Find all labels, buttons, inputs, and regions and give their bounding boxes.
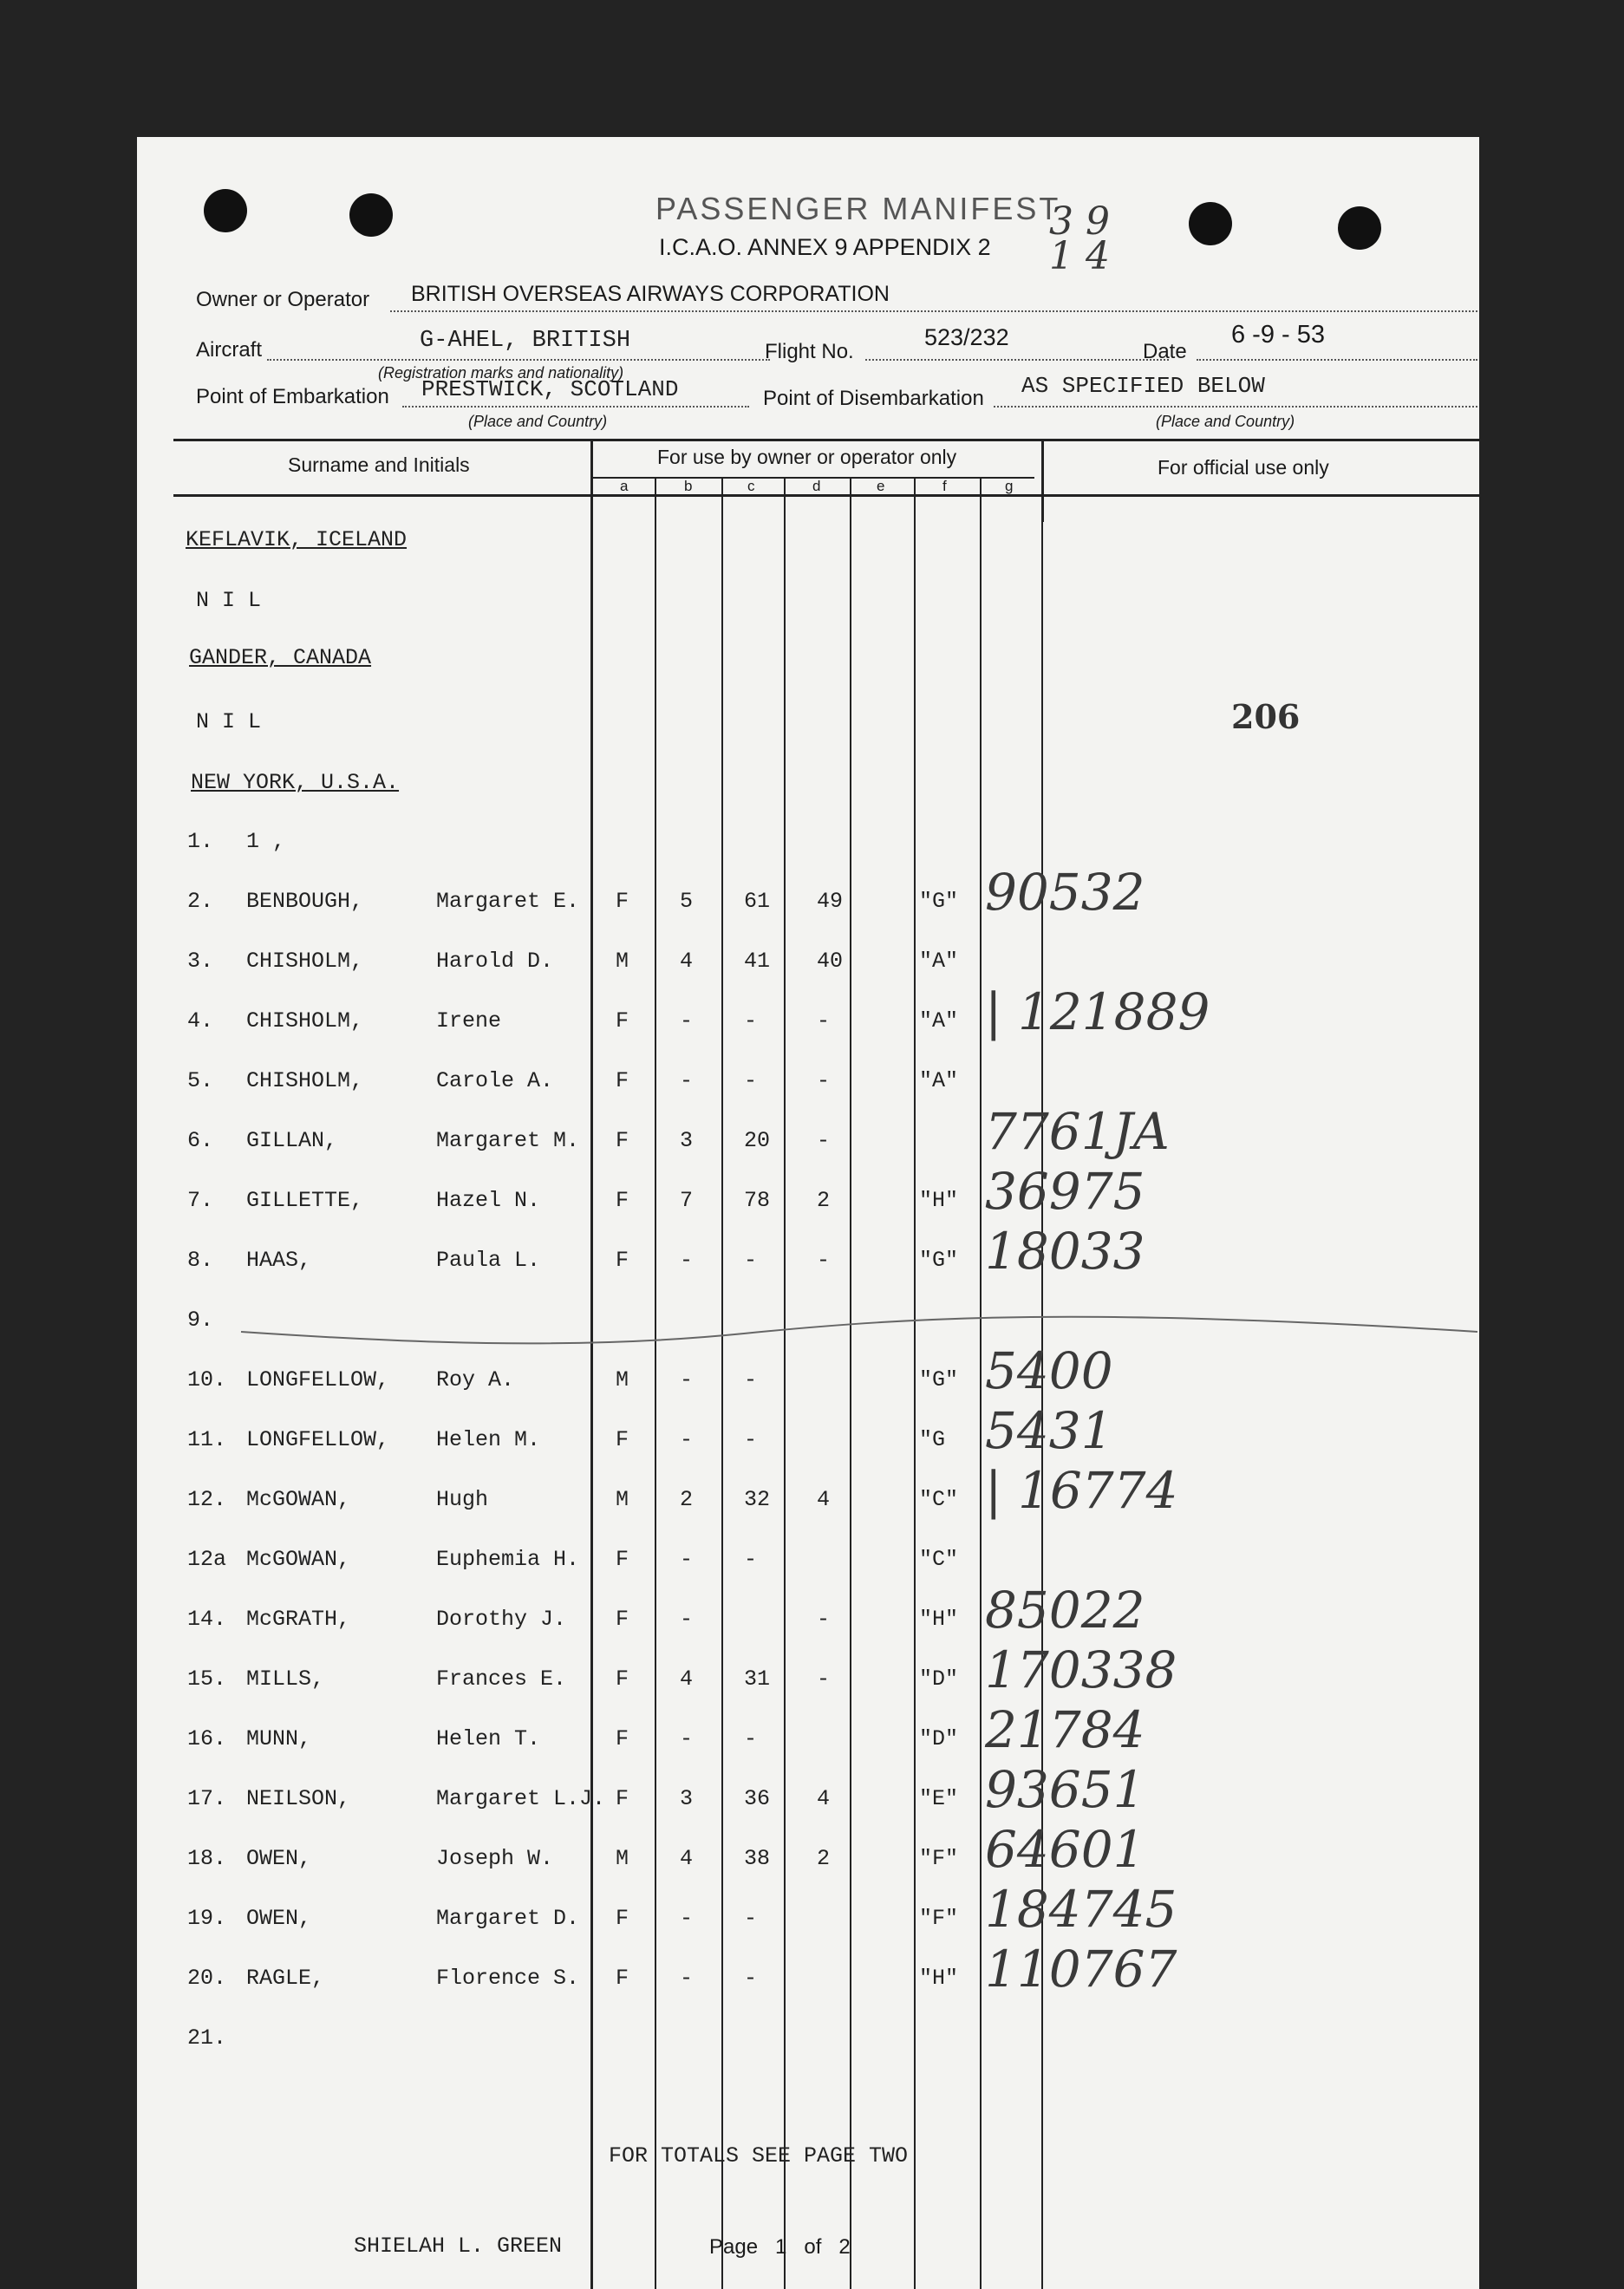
subcol-e: e [877,478,885,494]
subcol-g: g [1005,478,1014,494]
row-15-given: Frances E. [436,1666,567,1692]
corner-handwritten-mark: 3 9 1 4 [1049,199,1110,278]
row-12-hand: | 16774 [985,1461,1178,1520]
row-20-num: 20. [187,1966,227,1991]
row-20-given: Florence S. [436,1966,580,1991]
row-14-a: F [616,1607,629,1632]
row-4-b: - [680,1008,694,1034]
subcol-a: a [620,478,629,494]
page-stamp-number: 206 [1231,697,1301,736]
section-gander-nil: N I L [196,709,262,734]
aircraft-label: Aircraft [196,338,263,362]
row-17-c: 36 [744,1786,771,1811]
row-18-hand: 64601 [985,1820,1145,1879]
row-17-surname: NEILSON, [246,1786,351,1811]
row-3-d: 40 [817,949,844,974]
row-5-given: Carole A. [436,1068,554,1093]
row-19-f: "F" [919,1906,959,1931]
row-15-surname: MILLS, [246,1666,325,1692]
section-keflavik-nil: N I L [196,588,262,613]
row-16-f: "D" [919,1726,959,1751]
row-11-c: - [744,1427,758,1452]
row-20-c: - [744,1966,758,1991]
row-20-f: "H" [919,1966,959,1991]
row-12-d: 4 [817,1487,831,1512]
totals-note: FOR TOTALS SEE PAGE TWO [609,2143,909,2168]
row-7-hand: 36975 [985,1162,1145,1221]
row-13-a: F [616,1547,629,1572]
row-6-b: 3 [680,1128,694,1153]
row-15-hand: 170338 [985,1640,1177,1699]
row-15-d: - [817,1666,831,1692]
row-16-surname: MUNN, [246,1726,312,1751]
prepared-by-name: SHIELAH L. GREEN [354,2234,563,2259]
row-3-a: M [616,949,629,974]
row-20-surname: RAGLE, [246,1966,325,1991]
row-11-surname: LONGFELLOW, [246,1427,390,1452]
row-7-given: Hazel N. [436,1188,541,1213]
row-16-b: - [680,1726,694,1751]
row-18-d: 2 [817,1846,831,1871]
flight-label: Flight No. [765,340,854,363]
row-10-surname: LONGFELLOW, [246,1367,390,1392]
manifest-title: PASSENGER MANIFEST [655,191,1061,226]
row-8-d: - [817,1248,831,1273]
manifest-sheet [137,137,1479,2289]
col-header-owner: For use by owner or operator only [657,446,957,468]
row-20-a: F [616,1966,629,1991]
row-15-b: 4 [680,1666,694,1692]
row-2-f: "G" [919,889,959,914]
row-10-c: - [744,1367,758,1392]
row-14-surname: McGRATH, [246,1607,351,1632]
section-gander: GANDER, CANADA [189,645,372,670]
row-13-b: - [680,1547,694,1572]
row-5-b: - [680,1068,694,1093]
row-3-b: 4 [680,949,694,974]
row-20-hand: 110767 [985,1940,1177,1999]
row-8-num: 8. [187,1248,214,1273]
row-10-a: M [616,1367,629,1392]
row-9-num: 9. [187,1308,214,1333]
row-8-c: - [744,1248,758,1273]
row-12-surname: McGOWAN, [246,1487,351,1512]
row-8-surname: HAAS, [246,1248,312,1273]
date-value: 6 -9 - 53 [1231,321,1325,349]
row-13-num: 12a [187,1547,227,1572]
row-18-c: 38 [744,1846,771,1871]
row-19-num: 19. [187,1906,227,1931]
row-17-d: 4 [817,1786,831,1811]
row-15-c: 31 [744,1666,771,1692]
row-12-a: M [616,1487,629,1512]
row-5-d: - [817,1068,831,1093]
row-3-c: 41 [744,949,771,974]
row-2-given: Margaret E. [436,889,580,914]
row-17-f: "E" [919,1786,959,1811]
row-3-given: Harold D. [436,949,554,974]
row-2-c: 61 [744,889,771,914]
row-17-b: 3 [680,1786,694,1811]
row-4-f: "A" [919,1008,959,1034]
disembarkation-note: (Place and Country) [1156,413,1295,430]
row-3-num: 3. [187,949,214,974]
aircraft-value: G-AHEL, BRITISH [420,328,631,354]
subcol-f: f [942,478,947,494]
row-15-f: "D" [919,1666,959,1692]
row-2-d: 49 [817,889,844,914]
row-18-num: 18. [187,1846,227,1871]
row-12-given: Hugh [436,1487,489,1512]
row-7-f: "H" [919,1188,959,1213]
disembarkation-value: AS SPECIFIED BELOW [1021,373,1265,399]
row-4-hand: | 121889 [985,982,1210,1041]
col-header-official: For official use only [1158,456,1329,479]
row-4-a: F [616,1008,629,1034]
row-20-b: - [680,1966,694,1991]
row-5-f: "A" [919,1068,959,1093]
row-11-a: F [616,1427,629,1452]
row-18-given: Joseph W. [436,1846,554,1871]
row-4-c: - [744,1008,758,1034]
row-19-b: - [680,1906,694,1931]
row-19-given: Margaret D. [436,1906,580,1931]
row-7-a: F [616,1188,629,1213]
section-keflavik: KEFLAVIK, ICELAND [186,527,408,552]
row-17-a: F [616,1786,629,1811]
row-8-f: "G" [919,1248,959,1273]
row-2-surname: BENBOUGH, [246,889,364,914]
row-13-c: - [744,1547,758,1572]
row-16-given: Helen T. [436,1726,541,1751]
row-10-b: - [680,1367,694,1392]
embarkation-value: PRESTWICK, SCOTLAND [421,376,679,402]
row-6-given: Margaret M. [436,1128,580,1153]
row-14-f: "H" [919,1607,959,1632]
row-12-f: "C" [919,1487,959,1512]
manifest-subtitle: I.C.A.O. ANNEX 9 APPENDIX 2 [659,234,991,260]
section-newyork: NEW YORK, U.S.A. [191,770,400,795]
row-14-d: - [817,1607,831,1632]
row-10-num: 10. [187,1367,227,1392]
row-11-num: 11. [187,1427,227,1452]
row-13-given: Euphemia H. [436,1547,580,1572]
col-header-name: Surname and Initials [288,453,470,476]
row-17-hand: 93651 [985,1760,1145,1819]
row-4-given: Irene [436,1008,502,1034]
row-2-hand: 90532 [985,863,1145,922]
row-16-a: F [616,1726,629,1751]
page-count: Page 1 of 2 [709,2235,851,2259]
row-19-surname: OWEN, [246,1906,312,1931]
row-7-b: 7 [680,1188,694,1213]
row-11-hand: 5431 [985,1401,1113,1460]
row-5-c: - [744,1068,758,1093]
owner-value: BRITISH OVERSEAS AIRWAYS CORPORATION [411,282,890,306]
row-2-num: 2. [187,889,214,914]
subcol-c: c [747,478,755,494]
row-3-f: "A" [919,949,959,974]
row-14-b: - [680,1607,694,1632]
row-2-b: 5 [680,889,694,914]
row-6-a: F [616,1128,629,1153]
subcol-b: b [684,478,693,494]
row-18-surname: OWEN, [246,1846,312,1871]
row-13-surname: McGOWAN, [246,1547,351,1572]
row-4-surname: CHISHOLM, [246,1008,364,1034]
embarkation-label: Point of Embarkation [196,385,389,408]
owner-label: Owner or Operator [196,288,370,311]
registration-note: (Registration marks and nationality) [378,364,624,382]
row-7-num: 7. [187,1188,214,1213]
row-5-num: 5. [187,1068,214,1093]
row-14-given: Dorothy J. [436,1607,567,1632]
row-16-hand: 21784 [985,1700,1145,1759]
row-19-c: - [744,1906,758,1931]
row-4-num: 4. [187,1008,214,1034]
row-7-d: 2 [817,1188,831,1213]
row-19-hand: 184745 [985,1880,1177,1939]
row-18-b: 4 [680,1846,694,1871]
row-10-f: "G" [919,1367,959,1392]
row-2-a: F [616,889,629,914]
row-6-num: 6. [187,1128,214,1153]
embarkation-note: (Place and Country) [468,413,608,430]
disembarkation-label: Point of Disembarkation [763,387,984,410]
row-4-d: - [817,1008,831,1034]
row-6-surname: GILLAN, [246,1128,338,1153]
row-15-a: F [616,1666,629,1692]
row-18-f: "F" [919,1846,959,1871]
row-13-f: "C" [919,1547,959,1572]
row-6-d: - [817,1128,831,1153]
row-17-given: Margaret L.J. [436,1786,606,1811]
row-14-num: 14. [187,1607,227,1632]
row-11-b: - [680,1427,694,1452]
row-8-given: Paula L. [436,1248,541,1273]
row-16-c: - [744,1726,758,1751]
row-8-a: F [616,1248,629,1273]
row-19-a: F [616,1906,629,1931]
row-12-num: 12. [187,1487,227,1512]
row-14-hand: 85022 [985,1581,1145,1640]
row-1-surname: 1 , [246,829,286,854]
row-21-num: 21. [187,2025,227,2051]
pencil-divider-line [137,137,1479,2289]
row-10-given: Roy A. [436,1367,515,1392]
flight-value: 523/232 [924,324,1009,350]
row-12-b: 2 [680,1487,694,1512]
subcol-d: d [812,478,821,494]
row-5-a: F [616,1068,629,1093]
row-6-c: 20 [744,1128,771,1153]
row-7-surname: GILLETTE, [246,1188,364,1213]
row-15-num: 15. [187,1666,227,1692]
row-1-num: 1. [187,829,214,854]
row-16-num: 16. [187,1726,227,1751]
row-8-hand: 18033 [985,1222,1145,1281]
row-8-b: - [680,1248,694,1273]
row-11-f: "G [919,1427,946,1452]
row-5-surname: CHISHOLM, [246,1068,364,1093]
row-3-surname: CHISHOLM, [246,949,364,974]
date-label: Date [1143,340,1187,363]
row-10-hand: 5400 [985,1341,1113,1400]
row-6-hand: 7761JA [985,1102,1170,1161]
row-18-a: M [616,1846,629,1871]
row-17-num: 17. [187,1786,227,1811]
row-7-c: 78 [744,1188,771,1213]
row-11-given: Helen M. [436,1427,541,1452]
row-12-c: 32 [744,1487,771,1512]
